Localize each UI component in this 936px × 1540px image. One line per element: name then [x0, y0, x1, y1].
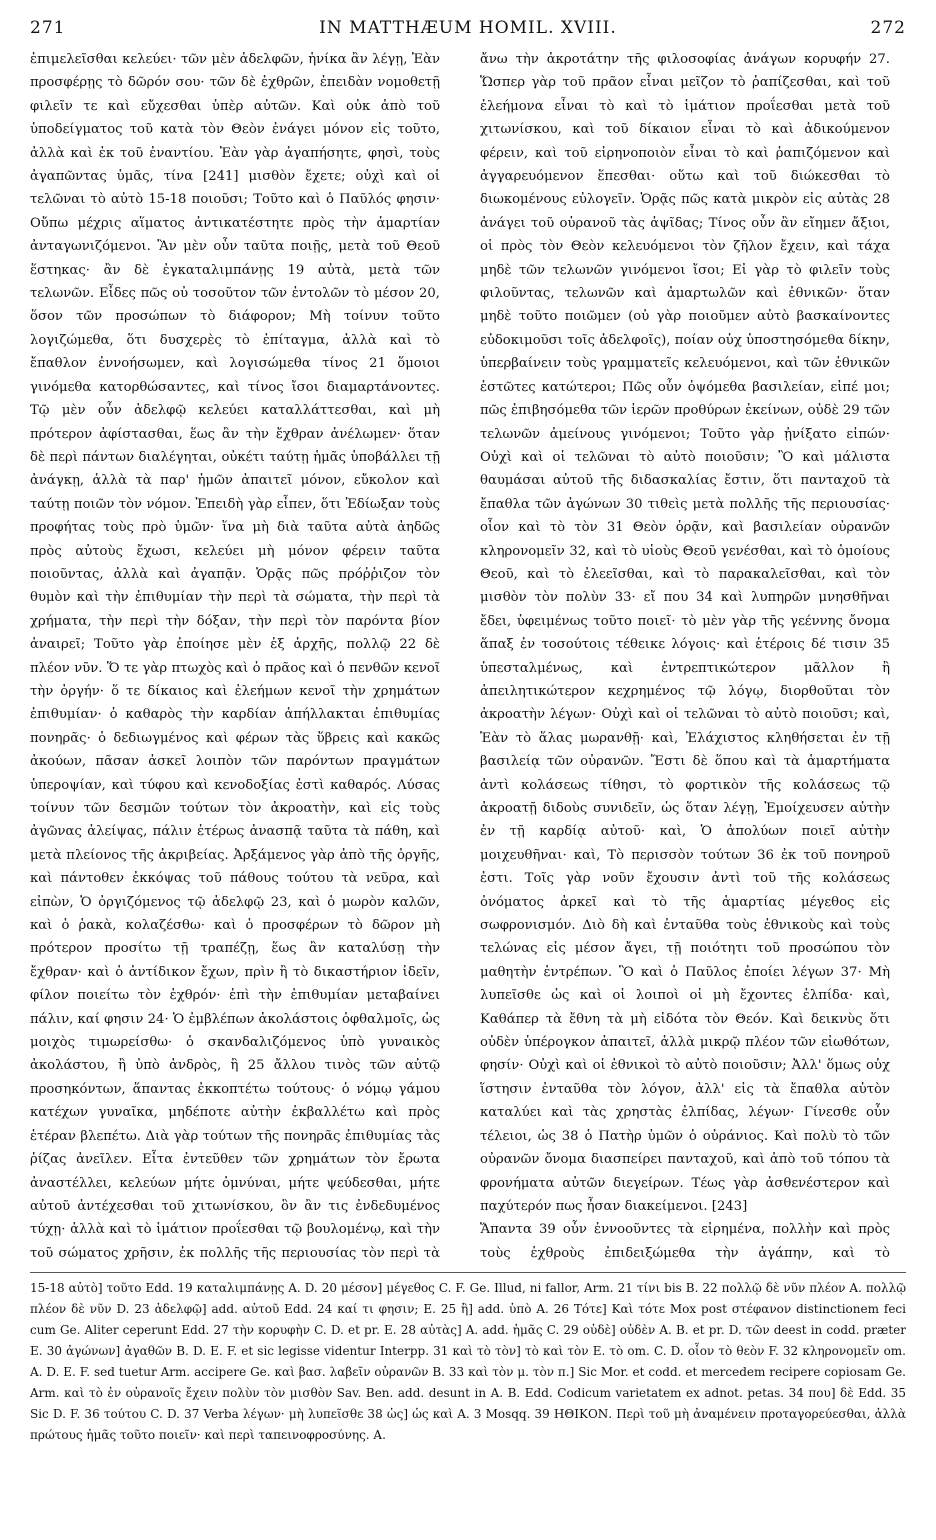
footnotes — [30, 1278, 906, 1528]
right-column — [480, 48, 890, 1266]
page-number-left: 271 — [30, 18, 66, 38]
page-number-right: 272 — [870, 18, 906, 38]
left-column — [30, 48, 440, 1266]
running-title: IN MATTHÆUM HOMIL. XVIII. — [319, 18, 617, 38]
right-paragraph-2: Ἅπαντα 39 οὖν ἐννοοῦντες τὰ εἰρημένα, πολλὴν καὶ πρὸς τοὺς ἐχθροὺς ἐπιδειξώμεθα τὴν ἀγάπην, καὶ τὸ — [480, 1222, 890, 1261]
page-header — [30, 14, 906, 44]
footnotes-text: 15-18 αὐτὸ] τοῦτο Edd. 19 καταλιμπάνῃς A. D. 20 μέσον] μέγεθος C. F. Ge. Illud, ni fallor, Arm. 21 τίνι bis B. 22 πολλῷ δὲ νῦν πλέον A. πολλῷ πλέον δὲ νῦν D. 23 ἀδελφῷ] add. αὐτοῦ Edd. 24 καί τι φησιν; E. 25 ἢ] add. ὑπὸ A. 26 Τότε] Καὶ τότε Mox post στέφανον distinctionem feci cum Ge. Aliter ceperunt Edd. 27 τὴν κορυφὴν C. D. et pr. E. 28 αὐτὰς] A. add. ἡμᾶς C. 29 οὐδὲ] οὐδὲν A. B. et pr. D. τῶν deest in codd. præter E. 30 ἀγώνων] ἀγαθῶν B. D. E. F. et sic legisse videntur Interpp. 31 καὶ τὸ τὸν] τὸ καὶ τὸν E. τὸ om. C. D. οἷον τὸ θεὸν F. 32 κληρονομεῖν om. A. D. E. F. sed tuetur Arm. accipere Ge. καὶ βασ. λαβεῖν οὐρανῶν B. 33 καὶ τὸν μ. τὸν π.] Sic Mor. et codd. et mercedem recipere copiosam Ge. Arm. καὶ τὸ ἐν οὐρανοῖς ἔχειν πολὺν τὸν μισθὸν Sav. Ben. add. desunt in A. B. Edd. Codicum varietatem ex adnot. petas. 34 που] δὲ Edd. 35 Sic D. F. 36 τούτου C. D. 37 Verba λέγων· μὴ λυπεῖσθε 38 ὡς] ὡς καὶ A. 3 Mosqq. 39 ΗΘΙΚΟΝ. Περὶ τοῦ μὴ ἀναμένειν προταγορεύεσθαι, ἀλλὰ πρώτους ἡμᾶς τοῦτο ποιεῖν· καὶ περὶ ταπεινοφροσύνης. A. — [30, 1281, 906, 1442]
right-paragraph-1: ἄνω τὴν ἀκροτάτην τῆς φιλοσοφίας ἀνάγων κορυφήν 27. Ὥσπερ γὰρ τοῦ πρᾶον εἶναι μεῖζον τὸ ῥαπίζεσθαι, καὶ τοῦ ἐλεήμονα εἶναι τὸ καὶ τὸ ἱμάτιον προΐεσθαι μετὰ τοῦ χιτωνίσκου, καὶ τοῦ δίκαιον εἶναι τὸ καὶ ἀδικούμενον φέρειν, καὶ τοῦ εἰρηνοποιὸν εἶναι τὸ καὶ ῥαπιζόμενον καὶ ἀγγαρευόμενον ἕπεσθαι· οὕτω καὶ τοῦ διώκεσθαι τὸ διωκομένους εὐλογεῖν. Ὁρᾷς πῶς κατὰ μικρὸν εἰς αὐτὰς 28 ἀνάγει τοῦ οὐρανοῦ τὰς ἀψῖδας; Τίνος οὖν ἂν εἴημεν ἄξιοι, οἱ πρὸς τὸν Θεὸν κελευόμενοι τὸν ζῆλον ἔχειν, καὶ τάχα μηδὲ τῶν τελωνῶν γινόμενοι ἴσοι; Εἰ γὰρ τὸ φιλεῖν τοὺς φιλοῦντας, τελωνῶν καὶ ἁμαρτωλῶν καὶ ἐθνικῶν· ὅταν μηδὲ τοῦτο ποιῶμεν (οὐ γὰρ ποιοῦμεν αὐτὸ βασκαίνοντες εὐδοκιμοῦσι τοῖς ἀδελφοῖς), ποίαν οὐχ ὑποστησόμεθα δίκην, ὑπερβαίνειν τοὺς γραμματεῖς κελευόμενοι, καὶ τῶν ἐθνικῶν ἑστῶτες κατώτεροι; Πῶς οὖν ὀψόμεθα βασιλείαν, εἰπέ μοι; πῶς ἐπιβησόμεθα τῶν ἱερῶν προθύρων ἐκείνων, οὐδὲ 29 τῶν τελωνῶν ἀμείνους γινόμενοι; Τοῦτο γὰρ ᾐνίξατο εἰπών· Οὐχὶ καὶ οἱ τελῶναι τὸ αὐτὸ ποιοῦσιν; Ὃ καὶ μάλιστα θαυμάσαι αὐτοῦ τῆς διδασκαλίας ἔστιν, ὅτι πανταχοῦ τὰ ἔπαθλα τῶν ἀγώνων 30 τιθεὶς μετὰ πολλῆς τῆς περιουσίας· οἷον καὶ τὸ τὸν 31 Θεὸν ὁρᾷν, καὶ βασιλείαν οὐρανῶν κληρονομεῖν 32, καὶ τὸ υἱοὺς Θεοῦ γενέσθαι, καὶ τὸ ὁμοίους Θεοῦ, καὶ τὸ ἐλεεῖσθαι, καὶ τὸ παρακαλεῖσθαι, καὶ τὸν μισθὸν τὸν πολὺν 33· εἴ που 34 καὶ λυπηρῶν μνησθῆναι ἔδει, ὑφειμένως τοῦτο ποιεῖ· τὸ μὲν γὰρ τῆς γεέννης ὄνομα ἅπαξ ἐν τοσούτοις τέθεικε λόγοις· καὶ ἑτέροις δέ τισιν 35 ὑπεσταλμένως, καὶ ἐντρεπτικώτερον μᾶλλον ἢ ἀπειλητικώτερον κεχρημένος τῷ λόγῳ, διορθοῦται τὸν ἀκροατὴν λέγων· Οὐχὶ καὶ οἱ τελῶναι τὸ αὐτὸ ποιοῦσι; καὶ, Ἐὰν τὸ ἅλας μωρανθῇ· καὶ, Ἐλάχιστος κληθήσεται ἐν τῇ βασιλείᾳ τῶν οὐρανῶν. Ἔστι δὲ ὅπου καὶ τὰ ἁμαρτήματα ἀντὶ κολάσεως τίθησι, τὸ φορτικὸν τῆς κολάσεως τῷ ἀκροατῇ διδοὺς συνιδεῖν, ὡς ὅταν λέγῃ, Ἐμοίχευσεν αὐτὴν ἐν τῇ καρδίᾳ αὐτοῦ· καὶ, Ὁ ἀπολύων ποιεῖ αὐτὴν μοιχευθῆναι· καὶ, Τὸ περισσὸν τούτων 36 ἐκ τοῦ πονηροῦ ἐστι. Τοῖς γὰρ νοῦν ἔχουσιν ἀντὶ τοῦ τῆς κολάσεως ὀνόματος ἀρκεῖ καὶ τὸ τῆς ἁμαρτίας μέγεθος εἰς σωφρονισμόν. Διὸ δὴ καὶ ἐνταῦθα τοὺς ἐθνικοὺς καὶ τοὺς τελώνας εἰς μέσον ἄγει, τῇ ποιότητι τοῦ προσώπου τὸν μαθητὴν ἐντρέπων. Ὃ καὶ ὁ Παῦλος ἐποίει λέγων 37· Μὴ λυπεῖσθε ὡς καὶ οἱ λοιποὶ οἱ μὴ ἔχοντες ἐλπίδα· καὶ, Καθάπερ τὰ ἔθνη τὰ μὴ εἰδότα τὸν Θεόν. Καὶ δεικνὺς ὅτι οὐδὲν ὑπέρογκον ἀπαιτεῖ, ἀλλὰ μικρῷ πλέον τῶν εἰωθότων, φησίν· Οὐχὶ καὶ οἱ ἐθνικοὶ τὸ αὐτὸ ποιοῦσιν; Ἀλλ' ὅμως οὐχ ἵστησιν ἐνταῦθα τὸν λόγον, ἀλλ' εἰς τὰ ἔπαθλα αὐτὸν καταλύει καὶ τὰς χρηστὰς ἐλπίδας, λέγων· Γίνεσθε οὖν τέλειοι, ὡς 38 ὁ Πατὴρ ὑμῶν ὁ οὐράνιος. Καὶ πολὺ τὸ τῶν οὐρανῶν ὄνομα διασπείρει πανταχοῦ, καὶ ἀπὸ τοῦ τόπου τὰ φρονήματα αὐτῶν διεγείρων. Τέως γὰρ ἀσθενέστερον καὶ παχύτερόν πως ἦσαν διακείμενοι. [243] — [480, 52, 890, 1214]
left-paragraph-1: ἐπιμελεῖσθαι κελεύει· τῶν μὲν ἀδελφῶν, ἡνίκα ἂν λέγῃ, Ἐὰν προσφέρῃς τὸ δῶρόν σου· τῶν δὲ ἐχθρῶν, ἐπειδὰν νομοθετῇ φιλεῖν τε καὶ εὔχεσθαι ὑπὲρ αὐτῶν. Καὶ οὐκ ἀπὸ τοῦ ὑποδείγματος τοῦ κατὰ τὸν Θεὸν ἐνάγει μόνον εἰς τοῦτο, ἀλλὰ καὶ ἐκ τοῦ ἐναντίου. Ἐὰν γὰρ ἀγαπήσητε, φησὶ, τοὺς ἀγαπῶντας ὑμᾶς, τίνα [241] μισθὸν ἔχετε; οὐχὶ καὶ οἱ τελῶναι τὸ αὐτὸ 15-18 ποιοῦσι; Τοῦτο καὶ ὁ Παῦλός φησιν· Οὔπω μέχρις αἵματος ἀντικατέστητε πρὸς τὴν ἁμαρτίαν ἀνταγωνιζόμενοι. Ἂν μὲν οὖν ταῦτα ποιῇς, μετὰ τοῦ Θεοῦ ἕστηκας· ἂν δὲ ἐγκαταλιμπάνῃς 19 αὐτὰ, μετὰ τῶν τελωνῶν. Εἶδες πῶς οὐ τοσοῦτον τῶν ἐντολῶν τὸ μέσον 20, ὅσον τῶν προσώπων τὸ διάφορον; Μὴ τοίνυν τοῦτο λογιζώμεθα, ὅτι δυσχερὲς τὸ ἐπίταγμα, ἀλλὰ καὶ τὸ ἔπαθλον ἐννοήσωμεν, καὶ λογισώμεθα τίνος 21 ὅμοιοι γινόμεθα κατορθώσαντες, καὶ τίνος ἴσοι διαμαρτάνοντες. Τῷ μὲν οὖν ἀδελφῷ κελεύει καταλλάττεσθαι, καὶ μὴ πρότερον ἀφίστασθαι, ἕως ἂν τὴν ἔχθραν ἀνέλωμεν· ὅταν δὲ περὶ πάντων διαλέγηται, οὐκέτι ταύτῃ ἡμᾶς ὑποβάλλει τῇ ἀνάγκῃ, ἀλλὰ τὰ παρ' ἡμῶν ἀπαιτεῖ μόνον, εὔκολον καὶ ταύτῃ ποιῶν τὸν νόμον. Ἐπειδὴ γὰρ εἶπεν, ὅτι Ἐδίωξαν τοὺς προφήτας τοὺς πρὸ ὑμῶν· ἵνα μὴ διὰ ταῦτα αὐτὰ ἀηδῶς πρὸς αὐτοὺς ἔχωσι, κελεύει μὴ μόνον φέρειν ταῦτα ποιοῦντας, ἀλλὰ καὶ ἀγαπᾷν. Ὁρᾷς πῶς πρόῤῥιζον τὸν θυμὸν καὶ τὴν ἐπιθυμίαν τὴν περὶ τὰ σώματα, τὴν περὶ τὰ χρήματα, τὴν περὶ τὴν δόξαν, τὴν περὶ τὸν παρόντα βίον ἀναιρεῖ; Τοῦτο γὰρ ἐποίησε μὲν ἐξ ἀρχῆς, πολλῷ 22 δὲ πλέον νῦν. Ὅ τε γὰρ πτωχὸς καὶ ὁ πρᾶος καὶ ὁ πενθῶν κενοῖ τὴν ὀργήν· ὅ τε δίκαιος καὶ ἐλεήμων κενοῖ τὴν χρημάτων ἐπιθυμίαν· ὁ καθαρὸς τὴν καρδίαν ἀπήλλακται ἐπιθυμίας πονηρᾶς· ὁ δεδιωγμένος καὶ φέρων τὰς ὕβρεις καὶ κακῶς ἀκούων, πᾶσαν ἀσκεῖ λοιπὸν τῶν παρόντων πραγμάτων ὑπεροψίαν, καὶ τύφου καὶ κενοδοξίας ἐστὶ καθαρός. Λύσας τοίνυν τῶν δεσμῶν τούτων τὸν ἀκροατὴν, καὶ εἰς τοὺς ἀγῶνας ἀλείψας, πάλιν ἑτέρως ἀνασπᾷ ταῦτα τὰ πάθη, καὶ μετὰ πλείονος τῆς ἀκριβείας. Ἀρξάμενος γὰρ ἀπὸ τῆς ὀργῆς, καὶ πάντοθεν ἐκκόψας τοῦ πάθους τούτου τὰ νεῦρα, καὶ εἰπὼν, Ὁ ὀργιζόμενος τῷ ἀδελφῷ 23, καὶ ὁ μωρὸν καλῶν, καὶ ὁ ῥακὰ, κολαζέσθω· καὶ ὁ προσφέρων τὸ δῶρον μὴ πρότερον προσίτω τῇ τραπέζῃ, ἕως ἂν καταλύσῃ τὴν ἔχθραν· καὶ ὁ ἀντίδικον ἔχων, πρὶν ἢ τὸ δικαστήριον ἰδεῖν, φίλον ποιείτω τὸν ἐχθρόν· ἐπὶ τὴν ἐπιθυμίαν μεταβαίνει πάλιν, καί φησιν 24· Ὁ ἐμβλέπων ἀκολάστοις ὀφθαλμοῖς, ὡς μοιχὸς τιμωρείσθω· ὁ σκανδαλιζόμενος ὑπὸ γυναικὸς ἀκολάστου, ἢ ὑπὸ ἀνδρὸς, ἢ 25 ἄλλου τινὸς τῶν αὐτῷ προσηκόντων, ἅπαντας ἐκκοπτέτω τούτους· ὁ νόμῳ γάμου κατέχων γυναῖκα, μηδέποτε αὐτὴν ἐκβαλλέτω καὶ πρὸς ἑτέραν βλεπέτω. Διὰ γὰρ τούτων τῆς πονηρᾶς ἐπιθυμίας τὰς ῥίζας ἀνεῖλεν. Εἶτα ἐντεῦθεν τῶν χρημάτων τὸν ἔρωτα ἀναστέλλει, κελεύων μήτε ὀμνύναι, μήτε ψεύδεσθαι, μήτε αὐτοῦ ἀντέχεσθαι τοῦ χιτωνίσκου, ὃν ἂν τις ἐνδεδυμένος τύχῃ· ἀλλὰ καὶ τὸ ἱμάτιον προΐεσθαι τῷ βουλομένῳ, καὶ τὴν τοῦ σώματος χρῆσιν, ἐκ πολλῆς τῆς περιουσίας τὸν περὶ τὰ — [30, 52, 440, 1261]
footnote-divider — [30, 1272, 906, 1273]
